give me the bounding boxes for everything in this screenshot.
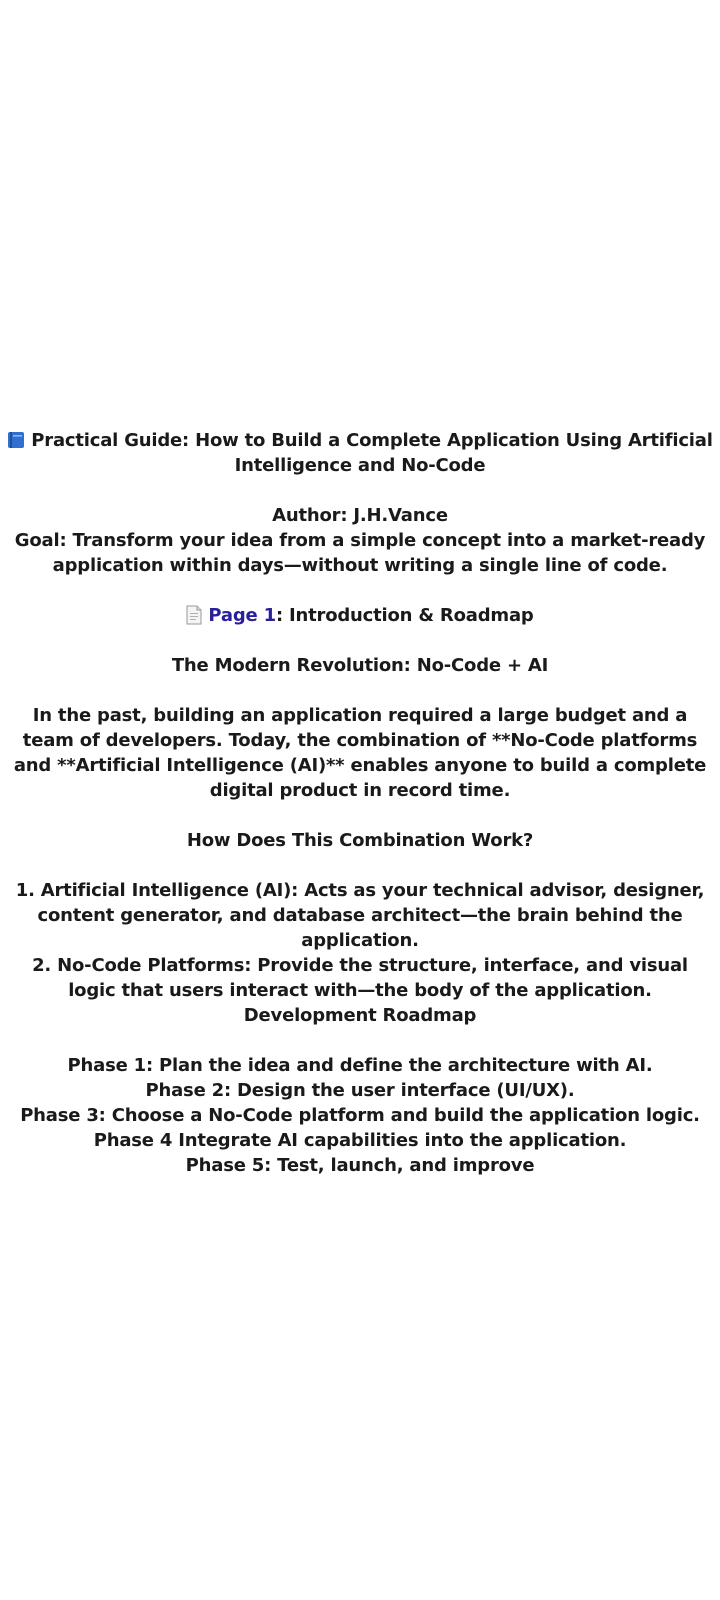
combination-list xyxy=(6,878,714,1003)
intro-paragraph: In the past, building an application required a large budget and a team of developers. Today, the combination of **No-Code platforms and **Artificial Intelligence (AI)** enables anyone to build a complete digital product in record time. xyxy=(13,705,707,801)
page-heading xyxy=(6,603,714,628)
goal-line: Goal: Transform your idea from a simple concept into a market-ready application within days—without writing a single line of code. xyxy=(14,530,706,576)
phase-item: Phase 1: Plan the idea and define the architecture with AI. xyxy=(67,1055,653,1076)
phase-item: Phase 4 Integrate AI capabilities into the application. xyxy=(93,1130,627,1151)
roadmap-heading: Development Roadmap xyxy=(243,1005,477,1026)
phase-item: Phase 5: Test, launch, and improve xyxy=(185,1155,535,1176)
blue-book-icon xyxy=(7,431,25,449)
section-heading-how: How Does This Combination Work? xyxy=(186,830,534,851)
document-body xyxy=(0,428,720,1178)
page-icon xyxy=(186,605,202,625)
page-heading-text: : Introduction & Roadmap xyxy=(275,605,534,626)
phase-item: Phase 3: Choose a No-Code platform and build the application logic. xyxy=(20,1105,700,1126)
document-title-text: Practical Guide: How to Build a Complete Application Using Artificial Intelligence and No-Code xyxy=(31,430,713,476)
section-heading-revolution: The Modern Revolution: No-Code + AI xyxy=(171,655,549,676)
page-1-link[interactable]: Page 1 xyxy=(208,605,276,626)
phase-item: Phase 2: Design the user interface (UI/UX). xyxy=(145,1080,575,1101)
list-item: 1. Artificial Intelligence (AI): Acts as your technical advisor, designer, content generator, and database architect—the brain behind the application. xyxy=(15,880,705,951)
author-line: Author: J.H.Vance xyxy=(272,505,448,526)
document-title xyxy=(6,428,714,478)
list-item: 2. No-Code Platforms: Provide the structure, interface, and visual logic that users interact with—the body of the application. xyxy=(32,955,688,1001)
